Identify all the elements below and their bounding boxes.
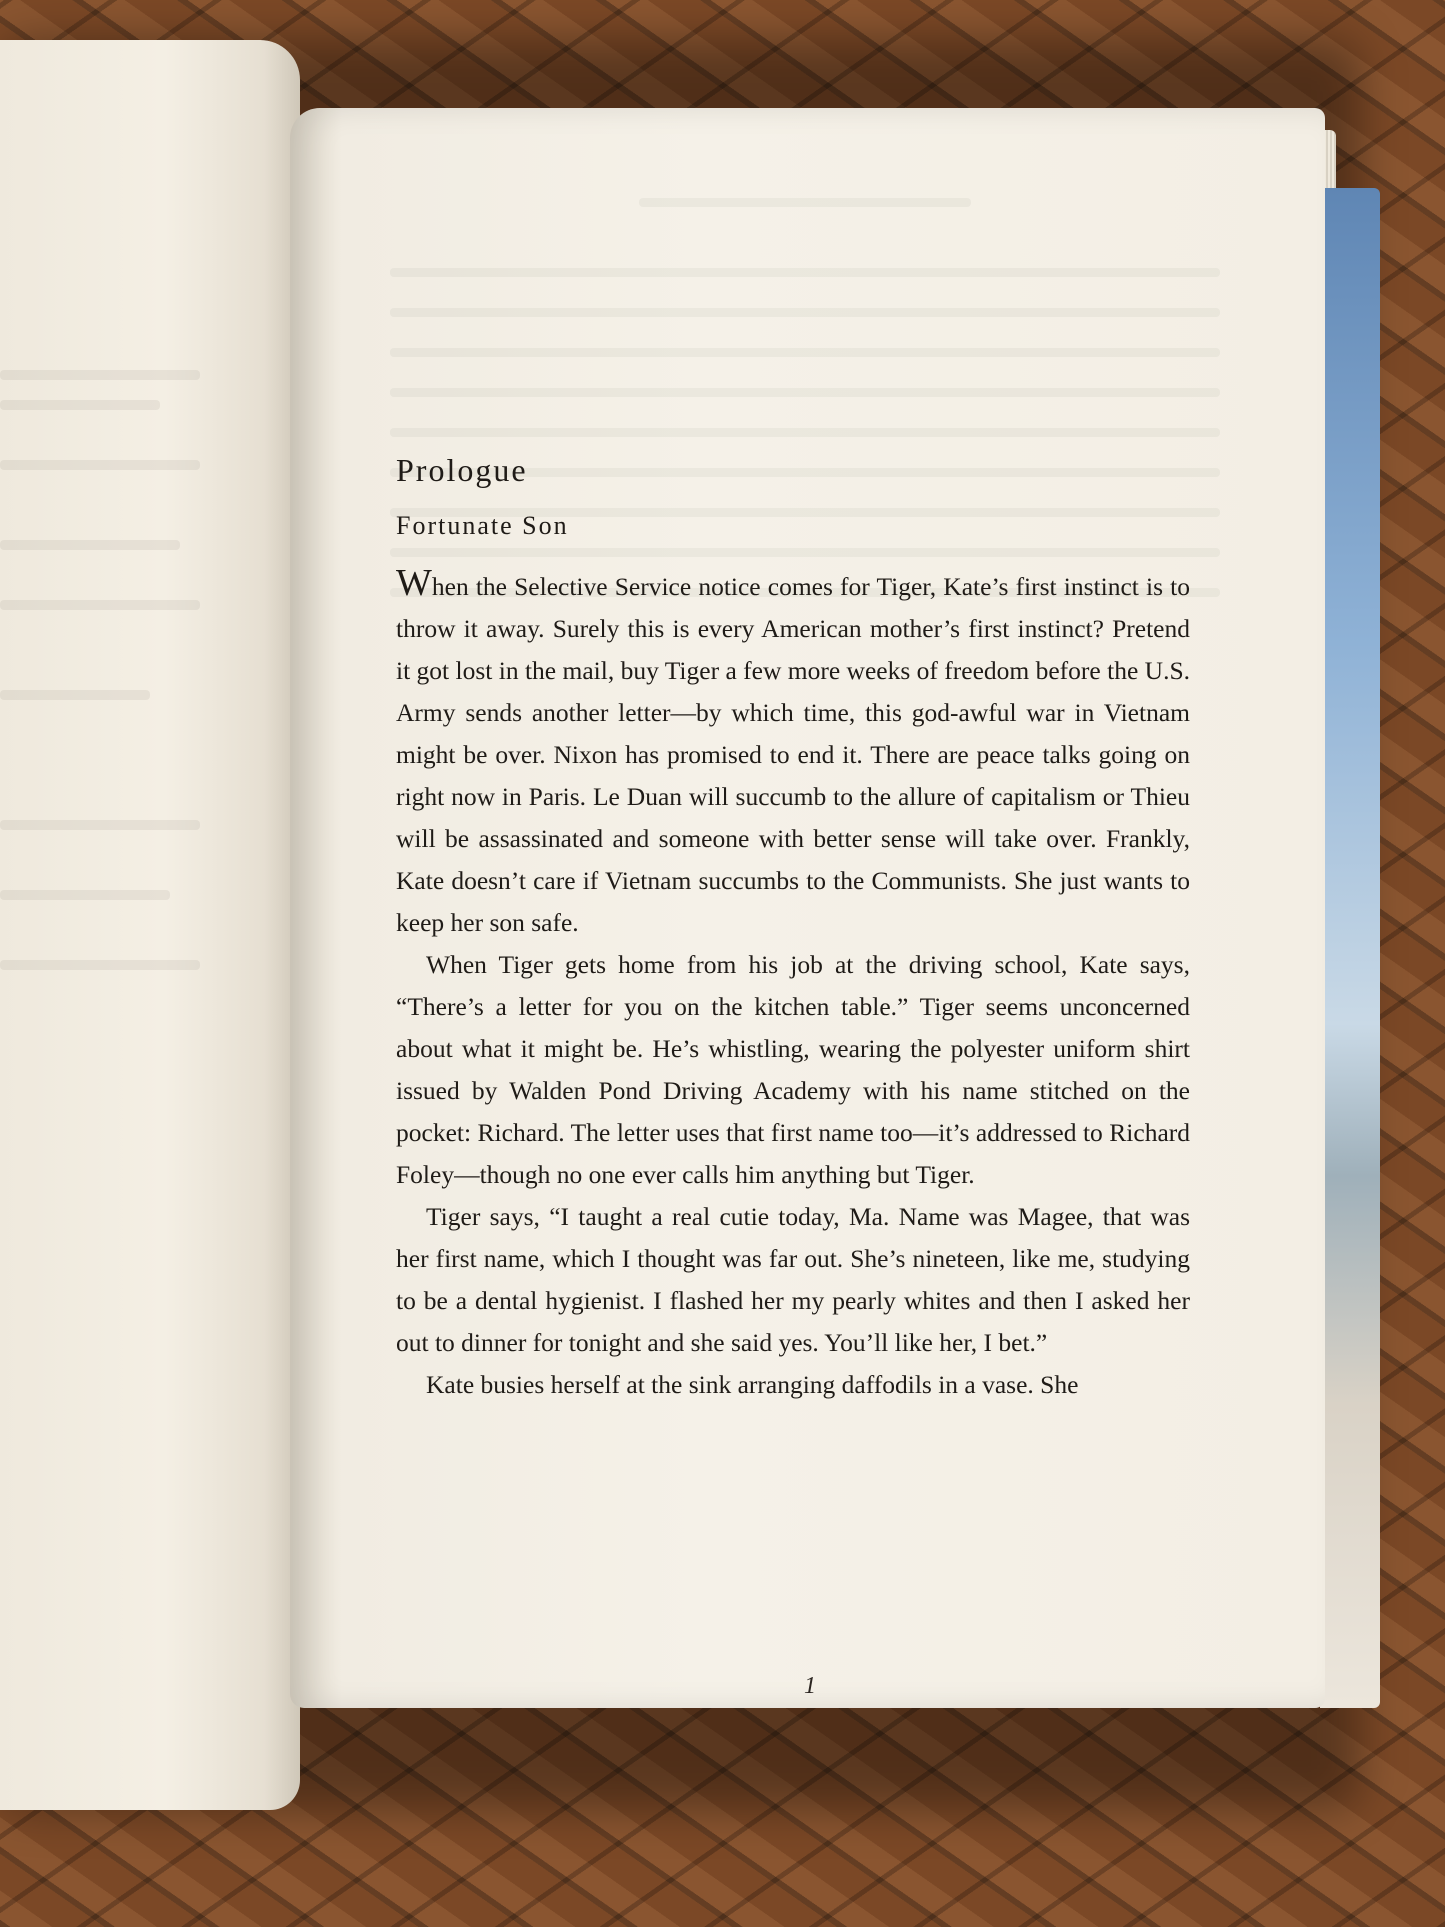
show-through-line: [0, 820, 200, 830]
paragraph: Kate busies herself at the sink arranging daffodils in a vase. She: [426, 1370, 1079, 1399]
show-through-line: [0, 460, 200, 470]
drop-cap: W: [396, 562, 432, 604]
show-through-line: [0, 540, 180, 550]
paragraph: When Tiger gets home from his job at the driving school, Kate says, “There’s a letter for you on the kitchen table.” Tiger seems unconcerned about what it might be. He’s whistling, wearing the polyester uniform shirt issued by Walden Pond Driving Academy with his name stitched on the pocket: Richard. The letter uses that first name too—it’s addressed to Richard Foley—though no one ever calls him anything but Tiger.: [396, 950, 1190, 1189]
page-number: 1: [804, 1673, 816, 1699]
show-through-line: [0, 960, 200, 970]
paragraph: [396, 562, 1190, 944]
show-through-line: [0, 690, 150, 700]
show-through-line: [0, 370, 200, 380]
book-cover-edge: [1320, 188, 1380, 1708]
show-through-line: [0, 890, 170, 900]
paragraph: Tiger says, “I taught a real cutie today, Ma. Name was Magee, that was her first name, which I thought was far out. She’s nineteen, like me, studying to be a dental hygienist. I flashed her my pearly whites and then I asked her out to dinner for tonight and she said yes. You’ll like her, I bet.”: [396, 1202, 1190, 1357]
chapter-title: Prologue: [396, 452, 528, 488]
show-through-line: [0, 400, 160, 410]
paragraph-text: hen the Selective Service notice comes for Tiger, Kate’s first instinct is to throw it away. Surely this is every American mother’s first instinct? Pretend it got lost in the mail, buy Tiger a few more weeks of freedom before the U.S. Army sends another letter—by which time, this god-awful war in Vietnam might be over. Nixon has promised to end it. There are peace talks going on right now in Paris. Le Duan will succumb to the allure of capitalism or Thieu will be assassinated and someone with better sense will take over. Frankly, Kate doesn’t care if Vietnam succumbs to the Communists. She just wants to keep her son safe.: [396, 572, 1190, 937]
page-text: [396, 448, 1190, 1406]
left-page: [0, 40, 300, 1810]
show-through-line: [0, 600, 200, 610]
right-page: [290, 108, 1325, 1708]
chapter-subtitle: Fortunate Son: [396, 511, 569, 540]
